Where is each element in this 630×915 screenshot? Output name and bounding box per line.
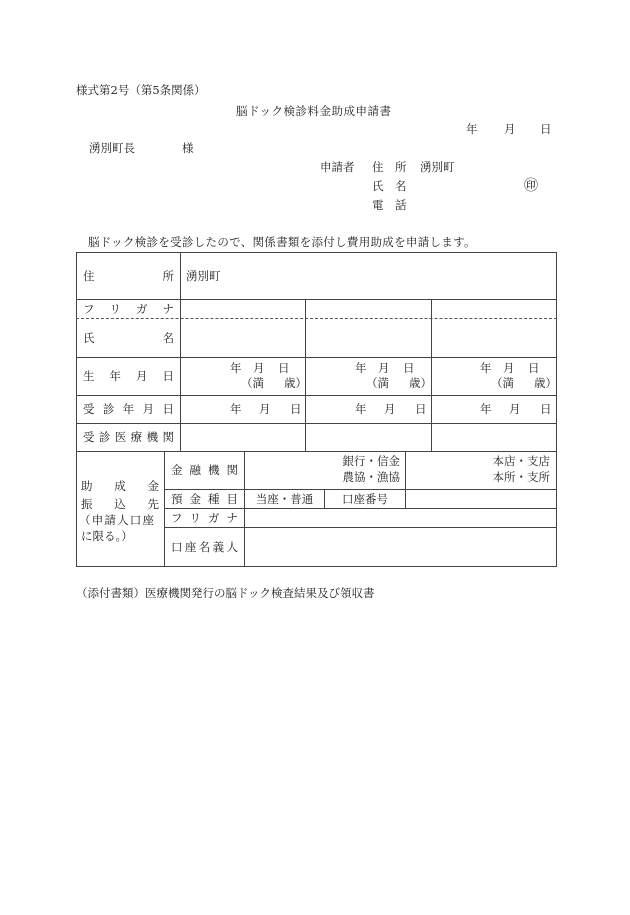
page-title: 脳ドック検診料金助成申請書 <box>236 104 392 118</box>
institution-field-3[interactable] <box>432 423 556 451</box>
name-field-2[interactable] <box>306 318 431 357</box>
furigana-label: フ リ ガ ナ <box>83 301 174 316</box>
account-holder-label: 口 座 名 義 人 <box>171 539 238 554</box>
branch-name-field[interactable]: 本店・支店 本所・支所 <box>492 454 550 484</box>
furigana-field-1[interactable] <box>181 299 305 318</box>
name-field-3[interactable] <box>432 318 556 357</box>
seal-icon: ㊞ <box>524 178 538 194</box>
furigana-field-2[interactable] <box>306 299 431 318</box>
applicant-address-label: 住 所 <box>372 160 407 174</box>
form-number: 様式第2号（第5条関係） <box>76 83 206 97</box>
account-furigana-field[interactable] <box>245 508 556 527</box>
account-furigana-label: フ リ ガ ナ <box>171 510 238 525</box>
date-month: 月 <box>504 122 516 136</box>
exam-date-label: 受 診 年 月 日 <box>83 402 174 416</box>
name-field-1[interactable] <box>181 318 305 357</box>
applicant-phone-label: 電 話 <box>372 198 407 212</box>
institution-field-2[interactable] <box>306 423 431 451</box>
intro-text: 脳ドック検診を受診したので、関係書類を添付し費用助成を申請します。 <box>88 235 476 249</box>
bank-name-field[interactable]: 銀行・信金 農協・漁協 <box>342 454 400 484</box>
furigana-field-3[interactable] <box>432 299 556 318</box>
name-label: 氏 名 <box>83 330 174 345</box>
applicant-label: 申請者 <box>320 160 355 174</box>
applicant-name-label: 氏 名 <box>372 179 407 193</box>
institution-label: 受 診 医 療 機 関 <box>83 430 174 444</box>
address-field[interactable]: 湧別町 <box>186 268 221 283</box>
address-label: 住 所 <box>83 268 174 283</box>
institution-field-1[interactable] <box>181 423 305 451</box>
applicant-address-value: 湧別町 <box>420 160 455 174</box>
attachments-note: （添付書類）医療機関発行の脳ドック検査結果及び領収書 <box>76 586 375 600</box>
bank-institution-label: 金 融 機 関 <box>171 463 238 477</box>
account-holder-field[interactable] <box>245 527 556 566</box>
date-day: 日 <box>540 122 552 136</box>
birthdate-label: 生 年 月 日 <box>83 369 174 383</box>
addressee: 湧別町長 <box>89 141 135 155</box>
account-type-field[interactable]: 当座・普通 <box>255 491 314 506</box>
account-number-label: 口座番号 <box>342 491 388 506</box>
account-type-label: 預 金 種 目 <box>171 491 238 506</box>
date-year: 年 <box>466 122 478 136</box>
account-number-field[interactable] <box>406 489 556 508</box>
honorific: 様 <box>182 141 194 155</box>
